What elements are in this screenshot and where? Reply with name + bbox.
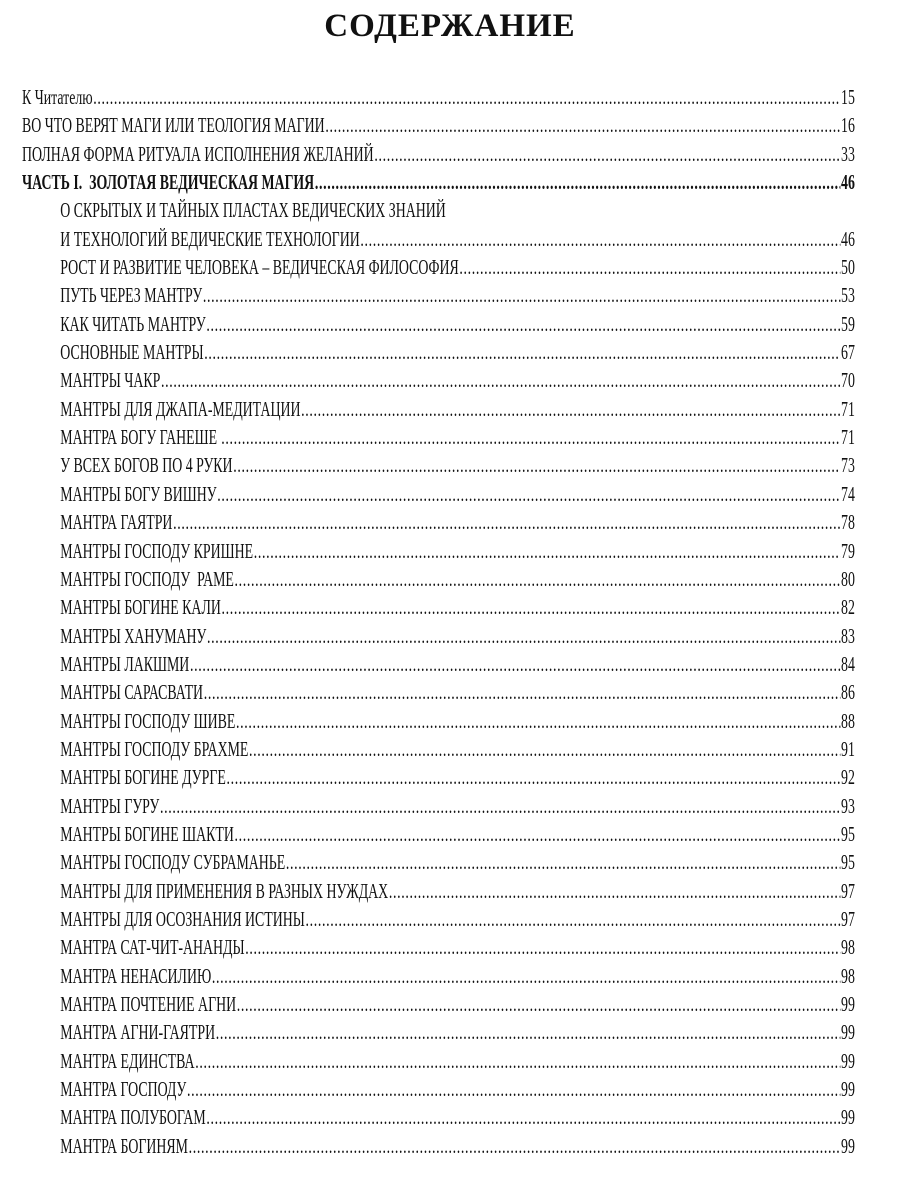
toc-entry-title: ВО ЧТО ВЕРЯТ МАГИ ИЛИ ТЕОЛОГИЯ МАГИИ [22, 113, 325, 138]
toc-entry-page: 99 [841, 1020, 855, 1045]
toc-entry-page: 33 [841, 141, 855, 166]
toc-entry-title: МАНТРЫ ДЛЯ ОСОЗНАНИЯ ИСТИНЫ [60, 906, 305, 931]
toc-entry-title: МАНТРЫ ГОСПОДУ РАМЕ [60, 566, 234, 591]
dot-leader [204, 678, 841, 706]
toc-entry-title: ЧАСТЬ I. ЗОЛОТАЯ ВЕДИЧЕСКАЯ МАГИЯ [22, 170, 315, 195]
dot-leader [459, 253, 840, 281]
toc-entry-page: 53 [841, 283, 855, 308]
dot-leader [161, 366, 840, 394]
dot-leader [221, 423, 840, 451]
dot-leader [325, 111, 840, 139]
toc-entry-title: МАНТРЫ БОГИНЕ ШАКТИ [60, 821, 234, 846]
toc-entry-title: У ВСЕХ БОГОВ ПО 4 РУКИ [60, 453, 233, 478]
toc-entry [22, 225, 855, 253]
toc-entry [22, 253, 855, 281]
toc-entry-title: МАНТРА ЕДИНСТВА [60, 1048, 195, 1073]
dot-leader [204, 338, 840, 366]
dot-leader [187, 1075, 840, 1103]
dot-leader [254, 537, 841, 565]
toc-entry-title: МАНТРЫ ДЛЯ ПРИМЕНЕНИЯ В РАЗНЫХ НУЖДАХ [60, 878, 389, 903]
toc-entry [22, 848, 855, 876]
toc-entry-title: МАНТРЫ ГОСПОДУ КРИШНЕ [60, 538, 254, 563]
dot-leader [173, 508, 840, 536]
page-title: СОДЕРЖАНИЕ [324, 8, 576, 44]
dot-leader [389, 877, 841, 905]
toc-entry-page: 80 [841, 566, 855, 591]
toc-entry-title: МАНТРЫ БОГИНЕ ДУРГЕ [60, 765, 226, 790]
toc-entry [22, 962, 855, 990]
toc-entry-page: 70 [841, 368, 855, 393]
toc-entry-page: 97 [841, 878, 855, 903]
toc-entry-page: 97 [841, 906, 855, 931]
dot-leader [160, 792, 840, 820]
toc-entry-title: МАНТРА ПОЛУБОГАМ [60, 1105, 206, 1130]
toc-entry-title: ОСНОВНЫЕ МАНТРЫ [60, 340, 204, 365]
toc-entry [22, 451, 855, 479]
toc-entry [22, 537, 855, 565]
toc-entry [22, 423, 855, 451]
dot-leader [286, 848, 841, 876]
toc-entry [22, 735, 855, 763]
toc-entry-title: МАНТРЫ ГОСПОДУ ШИВЕ [60, 708, 236, 733]
dot-leader [237, 990, 841, 1018]
toc-entry-title: МАНТРЫ ЧАКР [60, 368, 161, 393]
toc-entry-page: 95 [841, 850, 855, 875]
toc-entry-title: МАНТРЫ ЛАКШМИ [60, 651, 190, 676]
toc-entry-title: МАНТРА САТ-ЧИТ-АНАНДЫ [60, 935, 245, 960]
toc-entry-title: ПУТЬ ЧЕРЕЗ МАНТРУ [60, 283, 203, 308]
toc-entry-title: МАНТРЫ ДЛЯ ДЖАПА-МЕДИТАЦИИ [60, 396, 301, 421]
toc-entry-page: 79 [841, 538, 855, 563]
toc-entry [22, 1075, 855, 1103]
toc-entry [22, 310, 855, 338]
toc-entry-page: 71 [841, 425, 855, 450]
toc-entry-page: 84 [841, 651, 855, 676]
toc-entry-page: 99 [841, 992, 855, 1016]
toc-entry [22, 1103, 855, 1131]
dot-leader [207, 622, 840, 650]
dot-leader [216, 1018, 841, 1046]
dot-leader [249, 735, 840, 763]
toc-entry-title: К Читателю [22, 85, 93, 109]
dot-leader [374, 140, 840, 168]
toc-entry-title: МАНТРА НЕНАСИЛИЮ [60, 963, 212, 988]
toc-entry-title: И ТЕХНОЛОГИЙ ВЕДИЧЕСКИЕ ТЕХНОЛОГИИ [60, 226, 360, 251]
toc-entry [22, 763, 855, 791]
dot-leader [195, 1047, 840, 1075]
toc-entry [22, 990, 855, 1018]
toc-entry [22, 565, 855, 593]
toc-entry-page: 88 [841, 708, 855, 733]
dot-leader [217, 480, 840, 508]
toc-entry [22, 877, 855, 905]
toc-entry [22, 366, 855, 394]
toc-entry-page: 59 [841, 311, 855, 336]
dot-leader [93, 83, 840, 111]
toc-entry-page: 74 [841, 481, 855, 506]
toc-entry-page: 46 [841, 226, 855, 251]
dot-leader [212, 962, 841, 990]
toc-entry-page: 83 [841, 623, 855, 648]
toc-entry-page: 93 [841, 793, 855, 818]
toc-entry [22, 820, 855, 848]
dot-leader [226, 763, 840, 791]
toc-entry-page: 50 [841, 255, 855, 280]
dot-leader [203, 281, 841, 309]
toc-entry [22, 338, 855, 366]
toc-entry [22, 83, 855, 111]
toc-entry-page: 92 [841, 765, 855, 790]
toc-entry-page: 99 [841, 1105, 855, 1130]
toc-entry [22, 678, 855, 706]
toc-entry [22, 707, 855, 735]
toc-entry [22, 1018, 855, 1046]
dot-leader [190, 650, 840, 678]
toc-entry-page: 16 [841, 113, 855, 138]
table-of-contents [22, 83, 855, 1160]
dot-leader [189, 1132, 841, 1160]
dot-leader [315, 168, 841, 196]
toc-entry-title: О СКРЫТЫХ И ТАЙНЫХ ПЛАСТАХ ВЕДИЧЕСКИХ ЗНАНИЙ [60, 198, 446, 223]
dot-leader [360, 225, 840, 253]
toc-entry-page: 82 [841, 595, 855, 620]
toc-entry-page: 99 [841, 1048, 855, 1073]
toc-entry [22, 1047, 855, 1075]
toc-entry-title: РОСТ И РАЗВИТИЕ ЧЕЛОВЕКА – ВЕДИЧЕСКАЯ ФИЛОСОФИЯ [60, 255, 459, 280]
toc-entry-page: 91 [841, 736, 855, 761]
toc-entry-page: 71 [841, 396, 855, 421]
dot-leader [235, 565, 841, 593]
toc-entry-title: МАНТРА БОГУ ГАНЕШЕ [60, 425, 221, 450]
toc-entry-title: МАНТРА ПОЧТЕНИЕ АГНИ [60, 992, 237, 1016]
toc-entry [22, 196, 855, 224]
dot-leader [236, 707, 840, 735]
toc-entry [22, 168, 855, 196]
toc-entry-title: МАНТРА ГОСПОДУ [60, 1077, 187, 1102]
dot-leader [245, 933, 840, 961]
toc-entry-title: ПОЛНАЯ ФОРМА РИТУАЛА ИСПОЛНЕНИЯ ЖЕЛАНИЙ [22, 141, 374, 166]
toc-entry-page: 98 [841, 963, 855, 988]
toc-entry-page: 67 [841, 340, 855, 365]
toc-entry [22, 111, 855, 139]
dot-leader [206, 310, 840, 338]
toc-entry [22, 650, 855, 678]
dot-leader [233, 451, 840, 479]
toc-entry [22, 792, 855, 820]
toc-entry-page: 86 [841, 680, 855, 705]
toc-entry-title: МАНТРЫ ГУРУ [60, 793, 160, 818]
toc-entry-title: МАНТРА БОГИНЯМ [60, 1133, 188, 1158]
toc-entry-page: 95 [841, 821, 855, 846]
toc-entry [22, 480, 855, 508]
toc-entry [22, 395, 855, 423]
toc-entry [22, 593, 855, 621]
toc-entry-page: 99 [841, 1077, 855, 1102]
toc-entry-page: 98 [841, 935, 855, 960]
toc-entry-page: 99 [841, 1133, 855, 1158]
dot-leader [235, 820, 841, 848]
toc-entry-page: 46 [841, 170, 855, 195]
dot-leader [301, 395, 840, 423]
dot-leader [206, 1103, 840, 1131]
toc-entry [22, 905, 855, 933]
toc-entry-page: 73 [841, 453, 855, 478]
toc-entry [22, 508, 855, 536]
toc-entry [22, 281, 855, 309]
toc-entry-title: МАНТРА ГАЯТРИ [60, 510, 173, 535]
toc-entry-title: МАНТРЫ ГОСПОДУ БРАХМЕ [60, 736, 249, 761]
toc-entry [22, 933, 855, 961]
toc-entry-page: 15 [841, 85, 855, 109]
toc-entry-title: МАНТРЫ ХАНУМАНУ [60, 623, 207, 648]
toc-entry-title: МАНТРЫ САРАСВАТИ [60, 680, 204, 705]
toc-entry-page: 78 [841, 510, 855, 535]
toc-entry-title: МАНТРЫ ГОСПОДУ СУБРАМАНЬЕ [60, 850, 286, 875]
toc-entry [22, 1132, 855, 1160]
toc-entry [22, 140, 855, 168]
dot-leader [306, 905, 841, 933]
toc-entry-title: МАНТРЫ БОГИНЕ КАЛИ [60, 595, 221, 620]
dot-leader [222, 593, 841, 621]
toc-entry-title: КАК ЧИТАТЬ МАНТРУ [60, 311, 206, 336]
toc-entry [22, 622, 855, 650]
toc-entry-title: МАНТРЫ БОГУ ВИШНУ [60, 481, 217, 506]
toc-entry-title: МАНТРА АГНИ-ГАЯТРИ [60, 1020, 216, 1045]
